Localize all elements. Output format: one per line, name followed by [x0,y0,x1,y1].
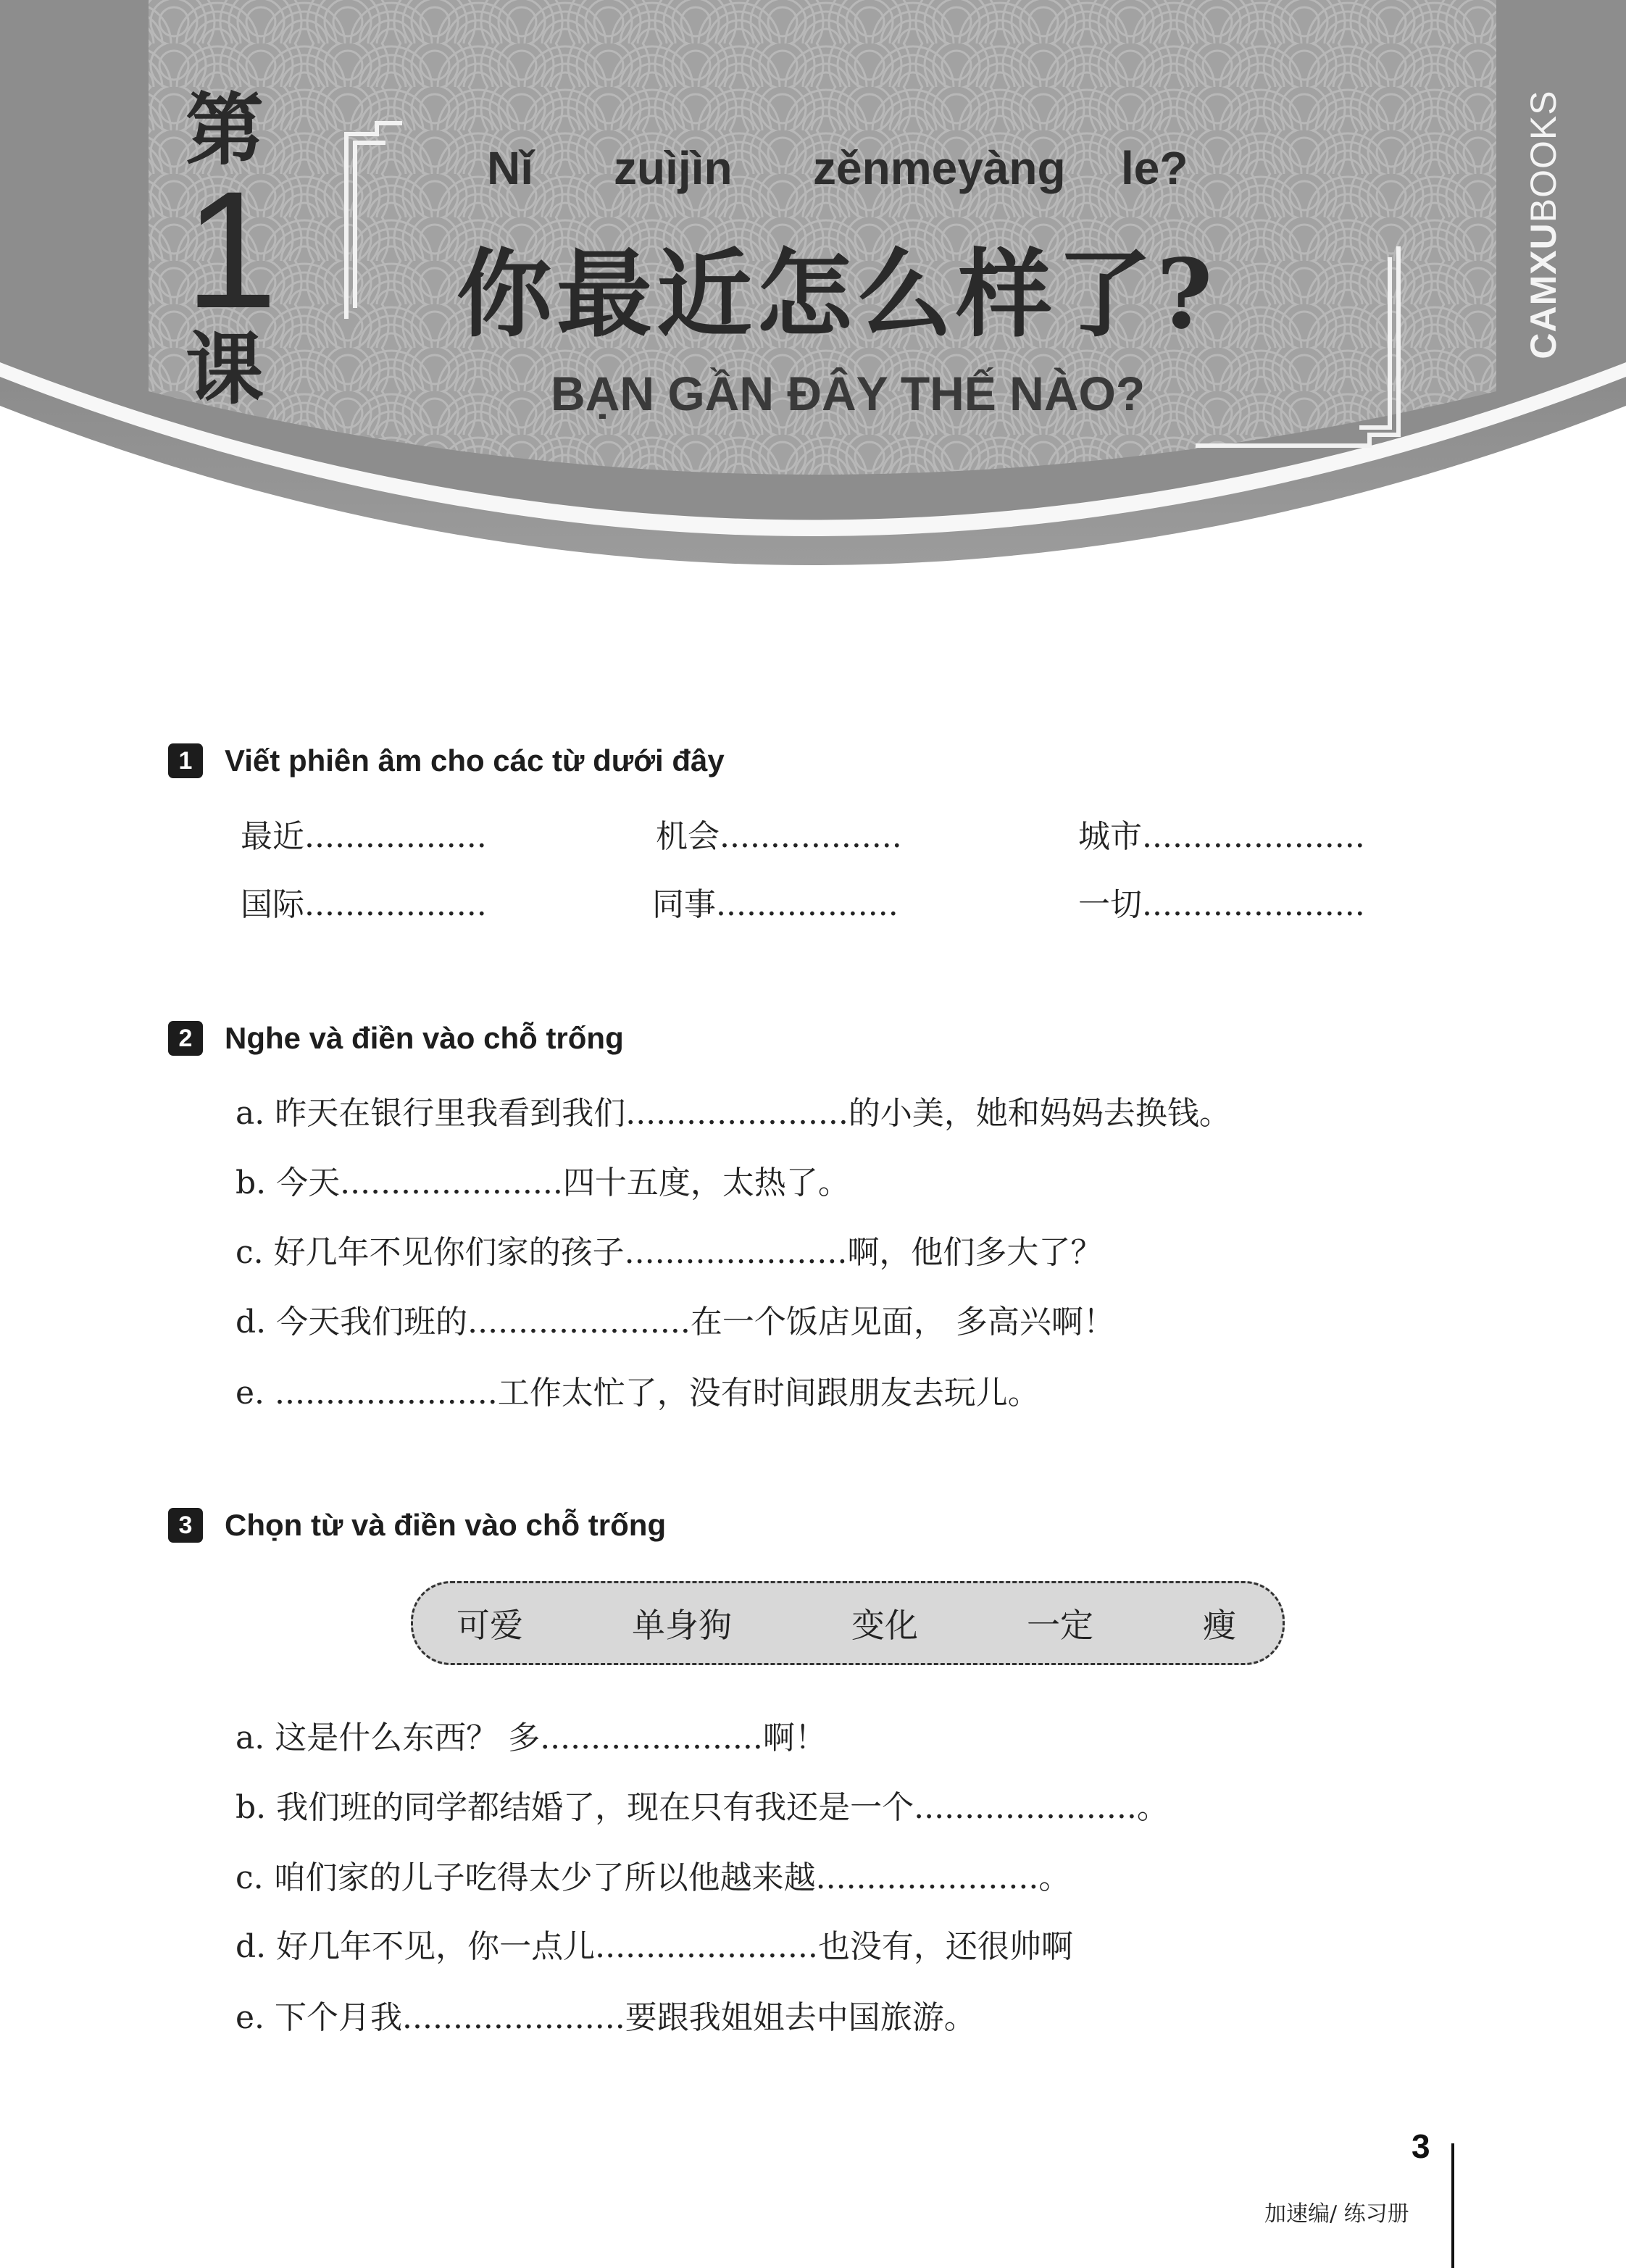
exercise-line: d. 好几年不见，你一点儿......................也没有，还很帅啊 [235,1928,1073,1965]
word-bank-item: 变化 [851,1606,918,1645]
vocab-item: 最近.................. [241,818,487,855]
book-label: 加速编/ 练习册 [1264,2201,1409,2227]
section-1-heading [168,739,725,783]
section-title: Viết phiên âm cho các từ dưới đây [225,743,725,777]
lesson-header [0,0,1626,594]
section-number-badge: 3 [168,1508,203,1543]
exercise-line: e. 下个月我......................要跟我姐姐去中国旅游。 [235,1999,976,2036]
section-title: Chọn từ và điền vào chỗ trống [225,1508,667,1542]
section-number-badge: 2 [168,1021,203,1056]
pinyin-word: le? [1121,142,1188,194]
exercise-line: e. ......................工作太忙了，没有时间跟朋友去玩儿。 [235,1375,1040,1412]
exercise-line: a. 昨天在银行里我看到我们......................的小美，她和妈妈去换钱。 [235,1095,1231,1132]
lesson-title-chinese: 你最近怎么样了? [456,238,1217,351]
section-title: Nghe và điền vào chỗ trống [225,1021,624,1055]
brand-bold: CAMXU [1523,222,1564,359]
lesson-prefix: 第 [185,85,264,176]
lesson-title-vietnamese: BẠN GẦN ĐÂY THẾ NÀO? [551,367,1146,420]
vocab-item: 机会.................. [656,818,902,855]
word-bank-item: 单身狗 [632,1606,732,1645]
exercise-line: b. 今天......................四十五度，太热了。 [235,1164,850,1201]
exercise-line: b. 我们班的同学都结婚了，现在只有我还是一个......................。 [235,1789,1169,1826]
section-2-heading [168,1017,624,1060]
exercise-line: c. 好几年不见你们家的孩子......................啊，他们多大了？ [235,1234,1103,1271]
word-bank [411,1581,1285,1665]
lesson-number-label [185,85,278,415]
word-bank-item: 可爱 [456,1606,523,1645]
page-number: 3 [1412,2127,1430,2165]
vocab-item: 国际.................. [241,886,487,923]
exercise-line: d. 今天我们班的......................在一个饭店见面， 多高兴啊！ [235,1304,1115,1341]
section-3-heading [168,1504,666,1547]
section-number-badge: 1 [168,743,203,778]
pinyin-word: zěnmeyàng [813,142,1066,194]
lesson-number: 1 [185,157,278,343]
exercise-line: a. 这是什么东西？ 多......................啊！ [235,1719,827,1756]
footer-divider [1451,2143,1454,2268]
chevron-down-icon [185,87,264,123]
pinyin-word: Nǐ [487,142,533,194]
word-bank-item: 一定 [1027,1606,1093,1645]
lesson-suffix: 课 [185,324,264,415]
brand-light: BOOKS [1523,90,1564,223]
pinyin-word: zuìjìn [614,142,733,194]
exercise-line: c. 咱们家的儿子吃得太少了所以他越来越......................。 [235,1859,1071,1896]
vocab-item: 城市...................... [1078,818,1365,855]
brand-logo [1522,80,1565,370]
word-bank-item: 瘦 [1203,1606,1236,1645]
vocab-item: 一切...................... [1078,886,1365,923]
vocab-item: 同事.................. [652,886,899,923]
